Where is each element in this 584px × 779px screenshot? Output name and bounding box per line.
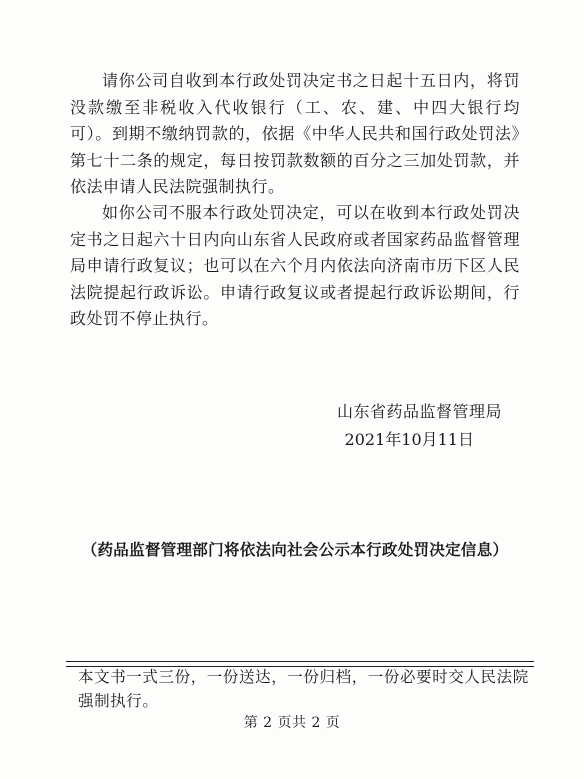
issue-date: 2021年10月11日 (344, 430, 474, 449)
issuing-organization: 山东省药品监督管理局 (336, 402, 502, 421)
copies-footnote: 本文书一式三份，一份送达，一份归档，一份必要时交人民法院强制执行。 (78, 668, 529, 710)
footer-divider-top (66, 661, 534, 662)
page-number: 第 2 页共 2 页 (243, 715, 341, 731)
body-paragraph-appeal: 如你公司不服本行政处罚决定，可以在收到本行政处罚决定书之日起六十日内向山东省人民政府或者国家药品监督管理局申请行政复议；也可以在六个月内依法向济南市历下区人民法院提起行政诉讼。申请行政复议或者提起行政诉讼期间，行政处罚不停止执行。 (70, 203, 520, 328)
public-disclosure-notice: （药品监督管理部门将依法向社会公示本行政处罚决定信息） (81, 541, 509, 559)
body-paragraph-payment: 请你公司自收到本行政处罚决定书之日起十五日内，将罚没款缴至非税收入代收银行（工、农、建、中四大银行均可）。到期不缴纳罚款的，依据《中华人民共和国行政处罚法》第七十二条的规定，每日按罚款数额的百分之三加处罚款，并依法申请人民法院强制执行。 (70, 71, 520, 196)
